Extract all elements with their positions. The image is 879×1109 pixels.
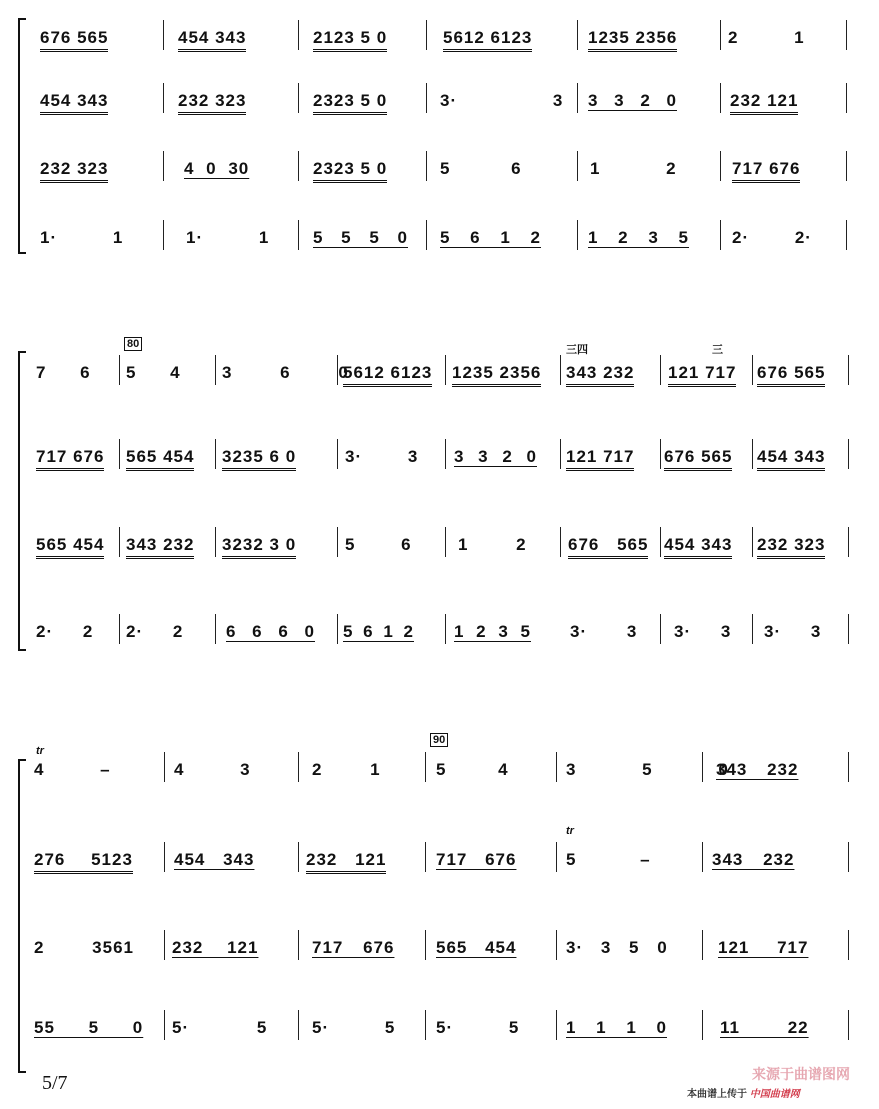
barline xyxy=(752,614,753,644)
measure: 343 232 xyxy=(712,850,795,869)
measure: 5· 5 xyxy=(312,1018,396,1037)
measure: 3232 3 0 xyxy=(222,535,296,559)
measure: 3 6 0 xyxy=(222,363,349,382)
measure: 3· 3 xyxy=(345,447,419,466)
measure: 232 121 xyxy=(172,938,259,957)
staff-row-4 xyxy=(0,1018,879,1048)
measure: 454 343 xyxy=(40,91,108,115)
staff-row-3 xyxy=(0,535,879,565)
barline xyxy=(848,355,849,385)
rehearsal-mark: 80 xyxy=(124,337,142,351)
barline xyxy=(720,151,721,181)
barline xyxy=(720,220,721,250)
staff-row-1 xyxy=(0,28,879,58)
barline xyxy=(298,1010,299,1040)
barline xyxy=(848,1010,849,1040)
barline xyxy=(425,1010,426,1040)
barline xyxy=(298,20,299,50)
measure: 55 5 0 xyxy=(34,1018,144,1037)
measure: 4 – xyxy=(34,760,111,779)
measure: 1 2 3 5 xyxy=(588,228,689,247)
barline xyxy=(752,439,753,469)
barline xyxy=(164,1010,165,1040)
measure: 232 323 xyxy=(40,159,108,183)
measure: 5 6 1 2 xyxy=(343,622,414,641)
measure: 7 6 xyxy=(36,363,91,382)
barline xyxy=(298,842,299,872)
barline xyxy=(298,220,299,250)
system-bracket xyxy=(18,351,26,651)
measure: 2· 2 xyxy=(126,622,184,641)
barline xyxy=(848,527,849,557)
measure: 2323 5 0 xyxy=(313,91,387,115)
measure: 5 4 xyxy=(436,760,509,779)
measure: 3· 3 xyxy=(570,622,638,641)
measure: 1235 2356 xyxy=(588,28,677,52)
barline xyxy=(425,752,426,782)
ornament-mark: 三四 xyxy=(566,344,588,356)
barline xyxy=(556,752,557,782)
measure: 3· 3 xyxy=(674,622,732,641)
barline xyxy=(445,439,446,469)
rehearsal-mark: 90 xyxy=(430,733,448,747)
watermark-note xyxy=(687,1085,800,1100)
measure: 717 676 xyxy=(732,159,800,183)
staff-row-2 xyxy=(0,91,879,121)
barline xyxy=(119,439,120,469)
measure: 121 717 xyxy=(668,363,736,387)
barline xyxy=(215,527,216,557)
barline xyxy=(163,83,164,113)
watermark-brand: 中国曲谱网 xyxy=(749,1089,800,1100)
measure: 232 121 xyxy=(730,91,798,115)
measure: 4 3 xyxy=(174,760,251,779)
barline xyxy=(337,527,338,557)
ornament-mark: 三 xyxy=(712,344,723,356)
barline xyxy=(119,527,120,557)
barline xyxy=(215,614,216,644)
barline xyxy=(660,614,661,644)
barline xyxy=(164,752,165,782)
barline xyxy=(426,83,427,113)
barline xyxy=(298,151,299,181)
barline xyxy=(445,614,446,644)
barline xyxy=(702,842,703,872)
measure: 676 565 xyxy=(757,363,825,387)
barline xyxy=(163,220,164,250)
measure: 1235 2356 xyxy=(452,363,541,387)
measure: 565 454 xyxy=(126,447,194,471)
barline xyxy=(846,151,847,181)
barline xyxy=(848,752,849,782)
barline xyxy=(848,614,849,644)
measure: 565 454 xyxy=(36,535,104,559)
measure: 1 2 3 5 xyxy=(454,622,531,641)
measure: 1 1 1 0 xyxy=(566,1018,667,1037)
measure: 565 454 xyxy=(436,938,517,957)
measure: 232 323 xyxy=(757,535,825,559)
barline xyxy=(425,930,426,960)
barline xyxy=(720,20,721,50)
staff-row-3 xyxy=(0,938,879,968)
measure: 5 6 xyxy=(345,535,412,554)
measure: 454 343 xyxy=(178,28,246,52)
barline xyxy=(577,83,578,113)
measure: 5 6 xyxy=(440,159,522,178)
barline xyxy=(848,842,849,872)
barline xyxy=(752,355,753,385)
measure: 5612 6123 xyxy=(443,28,532,52)
barline xyxy=(119,614,120,644)
measure: 5 – xyxy=(566,850,651,869)
measure: 2· 2 xyxy=(36,622,94,641)
staff-row-2 xyxy=(0,850,879,880)
measure: 717 676 xyxy=(312,938,395,957)
staff-row-4 xyxy=(0,228,879,258)
barline xyxy=(752,527,753,557)
measure: 343 232 xyxy=(716,760,799,779)
barline xyxy=(298,83,299,113)
barline xyxy=(660,355,661,385)
barline xyxy=(337,355,338,385)
measure: 1· 1 xyxy=(40,228,124,247)
measure: 5 4 xyxy=(126,363,181,382)
measure: 5· 5 xyxy=(172,1018,268,1037)
measure: 5612 6123 xyxy=(343,363,432,387)
measure: 676 565 xyxy=(568,535,648,559)
barline xyxy=(848,439,849,469)
barline xyxy=(702,930,703,960)
barline xyxy=(215,355,216,385)
measure: 276 5123 xyxy=(34,850,133,874)
barline xyxy=(577,220,578,250)
measure: 2323 5 0 xyxy=(313,159,387,183)
barline xyxy=(560,355,561,385)
barline xyxy=(577,151,578,181)
measure: 717 676 xyxy=(36,447,104,471)
watermark-note-text: 本曲谱上传于 xyxy=(687,1089,747,1100)
page-number: 5/7 xyxy=(42,1072,68,1094)
measure: 2123 5 0 xyxy=(313,28,387,52)
barline xyxy=(556,1010,557,1040)
measure: 343 232 xyxy=(566,363,634,387)
barline xyxy=(702,752,703,782)
barline xyxy=(426,151,427,181)
staff-row-1 xyxy=(0,760,879,790)
staff-row-4 xyxy=(0,622,879,652)
trill-mark: tr xyxy=(566,825,574,837)
measure: 121 717 xyxy=(566,447,634,471)
measure: 4 0 30 xyxy=(184,159,250,178)
measure: 3· 3 xyxy=(764,622,822,641)
measure: 232 323 xyxy=(178,91,246,115)
barline xyxy=(560,527,561,557)
barline xyxy=(119,355,120,385)
measure: 454 343 xyxy=(174,850,255,869)
barline xyxy=(846,220,847,250)
barline xyxy=(445,527,446,557)
staff-row-2 xyxy=(0,447,879,477)
measure: 11 22 xyxy=(720,1018,809,1037)
measure: 676 565 xyxy=(664,447,732,471)
staff-row-3 xyxy=(0,159,879,189)
barline xyxy=(556,930,557,960)
measure: 1· 1 xyxy=(186,228,270,247)
barline xyxy=(426,220,427,250)
measure: 2 1 xyxy=(312,760,381,779)
barline xyxy=(164,930,165,960)
barline xyxy=(215,439,216,469)
measure: 5· 5 xyxy=(436,1018,520,1037)
watermark-site: 来源于曲谱图网 xyxy=(752,1066,850,1082)
barline xyxy=(425,842,426,872)
measure: 3· 3 xyxy=(440,91,564,110)
barline xyxy=(702,1010,703,1040)
measure: 2 1 xyxy=(728,28,805,47)
barline xyxy=(660,439,661,469)
barline xyxy=(846,83,847,113)
measure: 3235 6 0 xyxy=(222,447,296,471)
measure: 676 565 xyxy=(40,28,108,52)
barline xyxy=(164,842,165,872)
barline xyxy=(445,355,446,385)
measure: 2· 2· xyxy=(732,228,812,247)
barline xyxy=(577,20,578,50)
measure: 232 121 xyxy=(306,850,386,874)
measure: 3 3 2 0 xyxy=(588,91,677,110)
barline xyxy=(337,614,338,644)
barline xyxy=(337,439,338,469)
barline xyxy=(846,20,847,50)
barline xyxy=(298,752,299,782)
measure: 1 2 xyxy=(590,159,677,178)
barline xyxy=(720,83,721,113)
trill-mark: tr xyxy=(36,745,44,757)
measure: 454 343 xyxy=(664,535,732,559)
measure: 454 343 xyxy=(757,447,825,471)
measure: 1 2 xyxy=(458,535,527,554)
measure: 121 717 xyxy=(718,938,809,957)
staff-row-1 xyxy=(0,363,879,393)
barline xyxy=(560,439,561,469)
measure: 5 5 5 0 xyxy=(313,228,408,247)
barline xyxy=(163,20,164,50)
barline xyxy=(426,20,427,50)
measure: 2 3561 xyxy=(34,938,134,957)
measure: 6 6 6 0 xyxy=(226,622,315,641)
measure: 717 676 xyxy=(436,850,517,869)
measure: 3 5 0 xyxy=(566,760,729,779)
barline xyxy=(298,930,299,960)
measure: 5 6 1 2 xyxy=(440,228,541,247)
barline xyxy=(848,930,849,960)
barline xyxy=(163,151,164,181)
measure: 3· 3 5 0 xyxy=(566,938,668,957)
measure: 3 3 2 0 xyxy=(454,447,537,466)
barline xyxy=(660,527,661,557)
barline xyxy=(556,842,557,872)
measure: 343 232 xyxy=(126,535,194,559)
